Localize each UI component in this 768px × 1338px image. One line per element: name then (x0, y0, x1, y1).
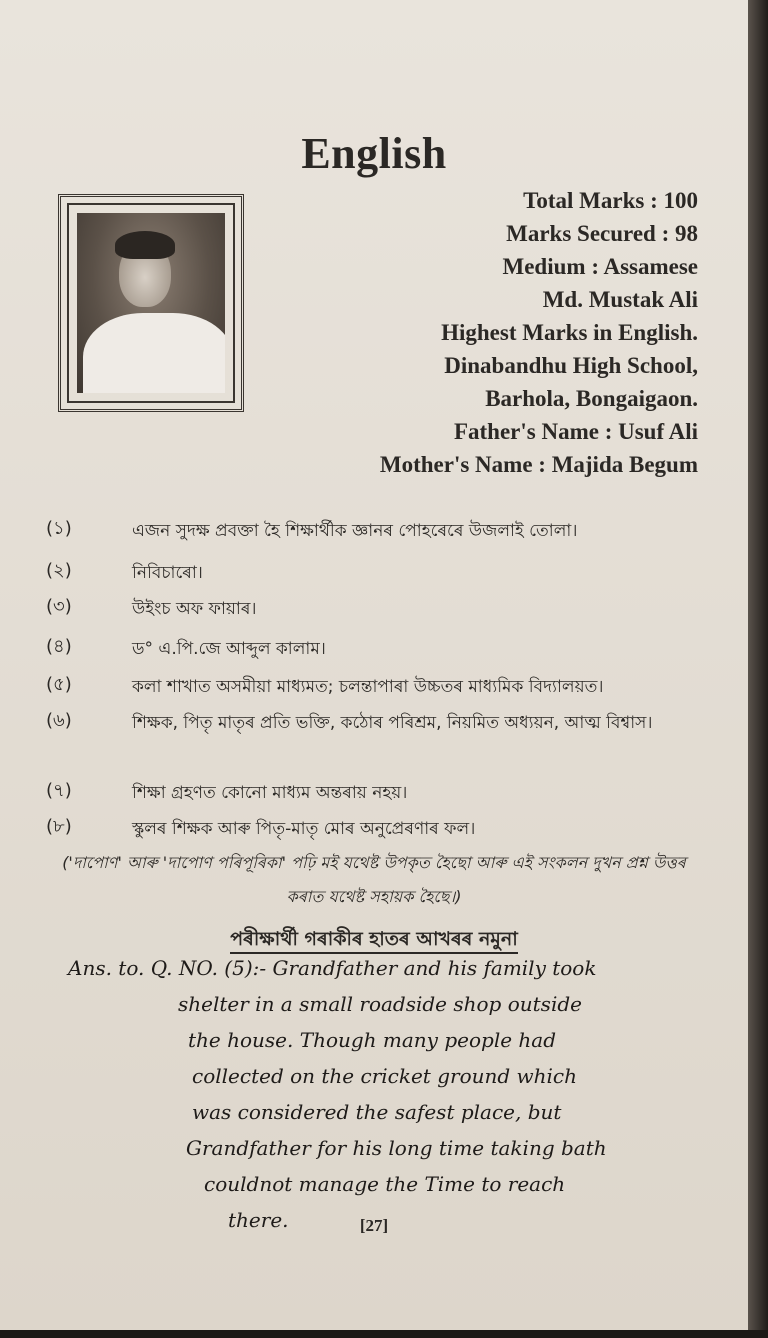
answer-text: নিবিচাৰো। (132, 563, 203, 583)
achievement: Highest Marks in English. (441, 320, 698, 345)
answer-item (46, 632, 706, 666)
handwriting-line: there. (228, 1208, 289, 1232)
total-marks: Total Marks : 100 (523, 188, 698, 213)
handwriting-sample (68, 950, 708, 1238)
answer-text: শিক্ষক, পিতৃ মাতৃৰ প্ৰতি ভক্তি, কঠোৰ পৰিশ্ৰম, নিয়মিত অধ্যয়ন, আত্ম বিশ্বাস। (132, 713, 653, 733)
answer-text: ড° এ.পি.জে আব্দুল কালাম। (132, 639, 326, 659)
handwriting-line: the house. Though many people had (188, 1028, 557, 1052)
answer-text: কলা শাখাত অসমীয়া মাধ্যমত; চলন্তাপাৰা উচ্চতৰ মাধ্যমিক বিদ্যালয়ত। (132, 677, 604, 697)
medium: Medium : Assamese (502, 254, 698, 279)
page-number: [27] (359, 1216, 389, 1235)
answer-number: (৫) (46, 674, 72, 695)
mother-name: Mother's Name : Majida Begum (379, 452, 698, 477)
answer-item (46, 812, 706, 846)
father-name: Father's Name : Usuf Ali (453, 419, 698, 444)
answer-number: (৩) (46, 596, 72, 617)
handwriting-line: couldnot manage the Time to reach (204, 1172, 566, 1196)
handwriting-line: Grandfather for his long time taking bath (186, 1136, 607, 1160)
answer-item (46, 776, 706, 810)
student-photo (77, 213, 225, 393)
answer-text: এজন সুদক্ষ প্ৰবক্তা হৈ শিক্ষাৰ্থীক জ্ঞানৰ পোহৰেৰে উজলাই তোলা। (132, 521, 578, 541)
answer-number: (৪) (46, 636, 72, 657)
answer-number: (১) (46, 518, 72, 539)
handwriting-line: was considered the safest place, but (192, 1100, 562, 1124)
handwriting-line: collected on the cricket ground which (192, 1064, 578, 1088)
school-name: Dinabandhu High School, (444, 353, 698, 378)
student-name: Md. Mustak Ali (542, 287, 698, 312)
handwriting-line: Ans. to. Q. NO. (5):- Grandfather and his family took (68, 956, 597, 980)
answer-item (46, 706, 706, 740)
answer-item (46, 514, 706, 548)
page-title: English (301, 129, 447, 178)
answer-number: (৭) (46, 780, 72, 801)
marks-secured: Marks Secured : 98 (506, 221, 698, 246)
student-info (380, 184, 698, 481)
answer-item (46, 592, 706, 626)
student-photo-frame (58, 194, 244, 412)
handwriting-line: shelter in a small roadside shop outside (178, 992, 582, 1016)
answer-text: উইংচ অফ ফায়াৰ। (132, 599, 257, 619)
answer-number: (২) (46, 560, 72, 581)
book-spine-shadow (748, 0, 768, 1338)
answer-text: স্কুলৰ শিক্ষক আৰু পিতৃ-মাতৃ মোৰ অনুপ্ৰেৰণাৰ ফল। (132, 819, 476, 839)
answer-text: শিক্ষা গ্ৰহণত কোনো মাধ্যম অন্তৰায় নহয়। (132, 783, 408, 803)
handwriting-heading-text: পৰীক্ষাৰ্থী গৰাকীৰ হাতৰ আখৰৰ নমুনা (230, 928, 517, 954)
answer-item (46, 670, 706, 704)
answer-item (46, 556, 706, 590)
answer-number: (৬) (46, 710, 72, 731)
answer-number: (৮) (46, 816, 72, 837)
school-location: Barhola, Bongaigaon. (485, 386, 698, 411)
page-bottom-edge (0, 1330, 768, 1338)
testimonial-note: ('দাপোণ' আৰু 'দাপোণ পৰিপূৰিকা' পঢ়ি মই যথেষ্ট উপকৃত হৈছো আৰু এই সংকলন দুখন প্ৰশ্ন উত্তৰ কৰাত যথেষ্ট সহায়ক হৈছে।) (62, 853, 686, 906)
